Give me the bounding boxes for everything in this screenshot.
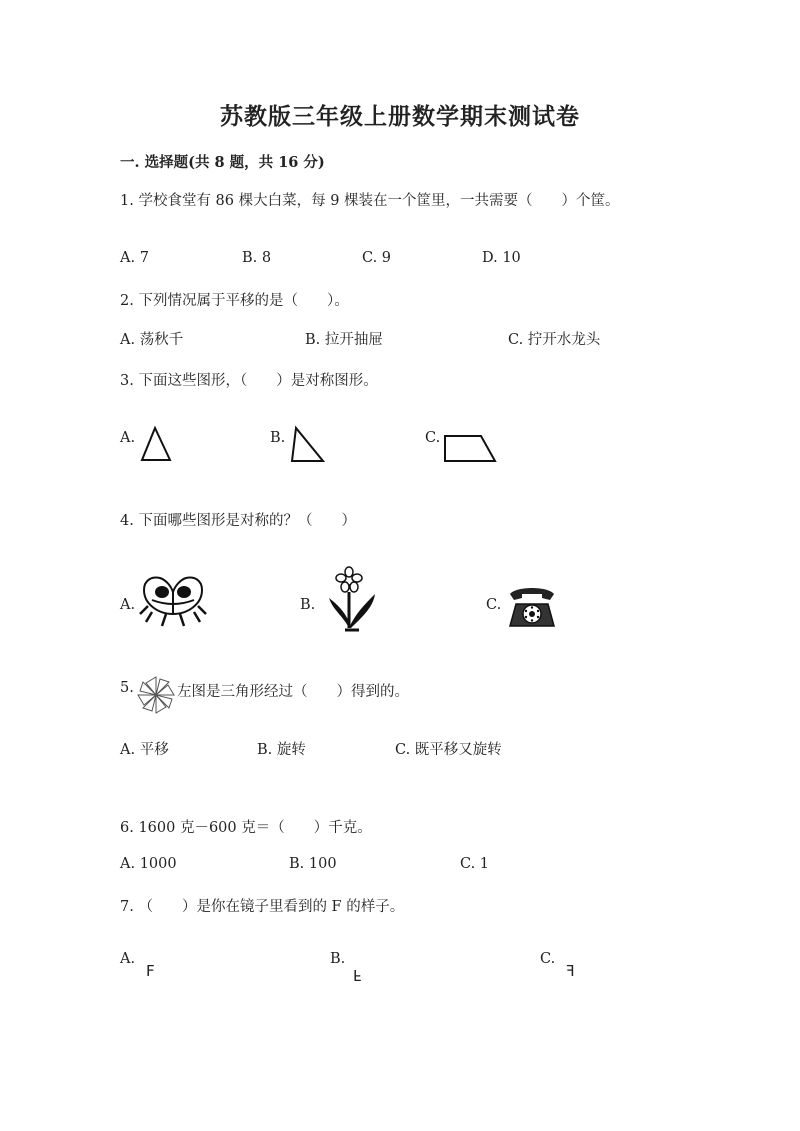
q4-option-b[interactable]: B.: [300, 597, 316, 613]
q4-flower-icon: [325, 568, 383, 632]
q5-pinwheel-icon: [136, 675, 176, 715]
q6-option-a[interactable]: A. 1000: [120, 856, 177, 872]
question-7: 7. （ ）是你在镜子里看到的 F 的样子。: [120, 899, 405, 915]
q3-isosceles-triangle-icon: [140, 426, 174, 464]
q1-option-b[interactable]: B. 8: [242, 250, 272, 266]
question-6: 6. 1600 克－600 克＝（ ）千克。: [120, 820, 372, 836]
section-heading: 一. 选择题(共 8 题，共 16 分): [120, 154, 325, 171]
q3-scalene-triangle-icon: [290, 426, 326, 464]
q7-glyph-f-flipped-vertical: F: [353, 966, 362, 984]
page-title: 苏教版三年级上册数学期末测试卷: [220, 103, 580, 130]
q5-option-b[interactable]: B. 旋转: [257, 742, 306, 758]
q7-glyph-f-mirrored: F: [566, 962, 575, 980]
q4-option-a[interactable]: A.: [120, 597, 136, 613]
q4-telephone-icon: [506, 584, 558, 632]
q7-glyph-f-normal: F: [146, 962, 155, 980]
question-3: 3. 下面这些图形，（ ）是对称图形。: [120, 373, 378, 389]
q6-option-b[interactable]: B. 100: [289, 856, 337, 872]
q6-option-c[interactable]: C. 1: [460, 856, 490, 872]
q1-option-c[interactable]: C. 9: [362, 250, 392, 266]
q4-insect-icon: [138, 574, 208, 630]
q7-option-b[interactable]: B.: [330, 951, 346, 967]
q7-option-a[interactable]: A.: [120, 951, 136, 967]
q7-option-c[interactable]: C.: [540, 951, 556, 967]
question-4: 4. 下面哪些图形是对称的？（ ）: [120, 513, 356, 529]
question-5-number: 5.: [120, 680, 134, 696]
q2-option-a[interactable]: A. 荡秋千: [120, 332, 184, 348]
q5-option-a[interactable]: A. 平移: [120, 742, 169, 758]
q2-option-c[interactable]: C. 拧开水龙头: [508, 332, 601, 348]
q1-option-d[interactable]: D. 10: [482, 250, 521, 266]
question-5: 左图是三角形经过（ ）得到的。: [177, 684, 409, 700]
q2-option-b[interactable]: B. 拉开抽屉: [305, 332, 383, 348]
question-2: 2. 下列情况属于平移的是（ ）。: [120, 293, 349, 309]
q4-option-c[interactable]: C.: [486, 597, 502, 613]
q5-option-c[interactable]: C. 既平移又旋转: [395, 742, 502, 758]
q3-trapezoid-icon: [443, 434, 499, 464]
q3-option-c[interactable]: C.: [425, 430, 441, 446]
q1-option-a[interactable]: A. 7: [120, 250, 149, 266]
q3-option-b[interactable]: B.: [270, 430, 286, 446]
q3-option-a[interactable]: A.: [120, 430, 136, 446]
question-1: 1. 学校食堂有 86 棵大白菜，每 9 棵装在一个筐里，一共需要（ ）个筐。: [120, 193, 620, 209]
